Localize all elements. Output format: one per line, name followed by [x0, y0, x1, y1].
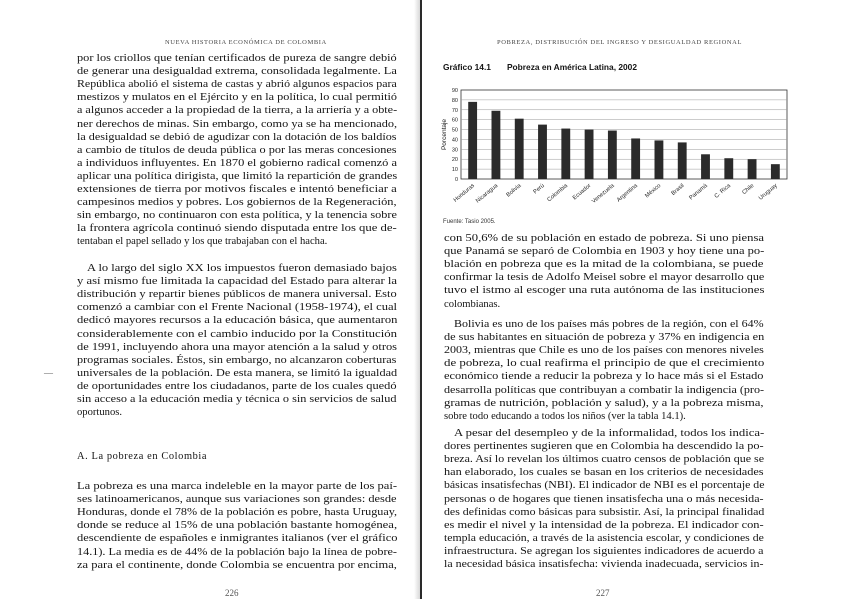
text-line: templa educación, a través de la asistencia escolar, y condiciones de — [444, 532, 764, 544]
bar-ecuador — [585, 130, 594, 179]
x-tick-label: Uruguay — [757, 182, 779, 202]
text-line: dores pertinentes sugieren que en Colombia ha descendido la po- — [444, 441, 764, 453]
poverty-bar-chart — [440, 76, 800, 226]
bar-venezuela — [608, 131, 617, 179]
y-tick-label: 10 — [451, 167, 458, 174]
text-line: ses latinoamericanos, aunque sus variaciones son grandes: desde — [77, 494, 397, 506]
chart-source: Fuente: Tasio 2005. — [443, 219, 496, 225]
bar-m-xico — [655, 140, 664, 179]
text-line: comenzó a cambiar con el Frente Nacional (1958-1974), el cual — [77, 302, 398, 314]
text-line: con 50,6% de su población en estado de pobreza. Si uno piensa — [444, 233, 765, 244]
text-line: dedicó mayores recursos a la educación básica, que aumentaron — [77, 315, 398, 327]
text-line: 2003, mientras que Chile es uno de los países con menores niveles — [444, 345, 764, 357]
y-axis-label: Porcentaje — [441, 118, 448, 151]
text-line: República abolió el sistema de castas y abrió algunos espacios para — [77, 79, 397, 91]
text-line: tuvo el istmo al escoger una ruta autónoma de las instituciones — [444, 285, 765, 297]
bar-per- — [538, 125, 547, 179]
y-tick-label: 30 — [451, 147, 458, 154]
text-line: y así mismo fue limitada la capacidad del Estado para alterar la — [77, 276, 397, 288]
text-line: distribución y repartir bienes públicos de manera universal. Esto — [77, 289, 397, 301]
text-line: breza. Así lo revelan los últimos cuatro censos de población que se — [444, 454, 765, 466]
bar-bolivia — [515, 119, 524, 179]
text-line: universales de la población. De esta manera, se limitó la igualdad — [77, 367, 398, 379]
text-line: Bolivia es uno de los países más pobres de la región, con el 64% — [454, 319, 764, 330]
text-line: considerablemente con el cambio inducido por la Constitución — [77, 328, 398, 340]
text-line: la necesidad básica insatisfecha: vivienda inadecuada, servicios in- — [444, 559, 764, 570]
plot-area — [461, 90, 787, 179]
bar-c-rica — [724, 158, 733, 179]
x-tick-label: Ecuador — [571, 182, 593, 202]
y-tick-label: 60 — [451, 117, 458, 124]
text-line: ner derechos de minas. Sin embargo, como ya se ha mencionado, — [77, 118, 398, 130]
text-line: campesinos medios y pobres. Los gobiernos de la Regeneración, — [77, 197, 397, 209]
text-line: aplicar una política dirigista, que limitó la repartición de grandes — [77, 170, 398, 182]
x-tick-label: Brasil — [670, 182, 686, 197]
y-tick-label: 80 — [451, 97, 458, 104]
text-line: gramas de nutrición, población y salud), y a la pobreza misma, — [444, 397, 764, 409]
bar-panam- — [701, 154, 710, 179]
text-line: confirmar la tesis de Adolfo Meisel sobre el mayor desarrollo que — [444, 272, 765, 284]
chart-title — [443, 62, 653, 72]
margin-mark: –– — [44, 368, 53, 378]
x-tick-label: Panamá — [688, 182, 709, 202]
text-line: han elaborado, los cuales se basan en los criterios de necesidades — [444, 467, 764, 479]
x-tick-label: México — [644, 182, 663, 200]
text-line: de 1991, incluyendo ahora una mayor atención a la salud y otros — [77, 341, 398, 353]
chart-title-label: Gráfico 14.1 — [443, 62, 491, 72]
text-line: extensiones de tierra por motivos fiscales e intentó beneficiar a — [77, 184, 397, 195]
text-line: sin acceso a la educación media y técnica o sin servicios de salud — [77, 394, 397, 405]
y-tick-label: 20 — [451, 157, 458, 164]
text-line: blación en pobreza que es la mitad de la colombiana, se puede — [444, 259, 764, 271]
text-line: sin embargo, no continuaron con esta política, y la tenencia sobre — [77, 210, 397, 222]
x-tick-label: Nicaragua — [475, 182, 500, 205]
left-running-head: NUEVA HISTORIA ECONÓMICA DE COLOMBIA — [165, 39, 327, 46]
text-line: descendiente de españoles e inmigrantes italianos (ver el gráfico — [77, 533, 398, 545]
x-tick-label: Colombia — [546, 182, 570, 204]
bar-nicaragua — [492, 111, 501, 179]
text-line: sobre todo educando a todos los niños (ver la tabla 14.1). — [444, 410, 686, 422]
text-line: A pesar del desempleo y de la informalidad, todos los indica- — [454, 428, 765, 439]
y-tick-label: 40 — [451, 137, 458, 144]
text-line: donde se reduce al 15% de una población bastante homogénea, — [77, 520, 398, 532]
bar-argentina — [631, 138, 640, 179]
text-line: programas sociales. Éstos, sin embargo, no alcanzaron coberturas — [77, 354, 397, 366]
text-line: A lo largo del siglo XX los impuestos fueron demasiado bajos — [87, 263, 397, 274]
chart-title-text: Pobreza en América Latina, 2002 — [506, 62, 637, 72]
right-running-head: POBREZA, DISTRIBUCIÓN DEL INGRESO Y DESIGUALDAD REGIONAL — [497, 39, 743, 46]
text-line: personas o de hogares que tienen insatisfecha una o más necesida- — [444, 493, 764, 505]
y-tick-label: 0 — [454, 177, 458, 183]
text-line: es medir el nivel y la intensidad de la pobreza. El indicador con- — [444, 519, 764, 531]
text-line: mestizos y mulatos en el Ejército y en la política, lo cual permitió — [77, 92, 398, 104]
text-line: Honduras, donde el 78% de la población es pobre, hasta Uruguay, — [77, 507, 398, 519]
x-tick-label: Honduras — [452, 182, 476, 204]
text-line: de oportunidades entre los ciudadanos, parte de los cuales quedó — [77, 380, 397, 392]
text-line: des definidas como básicas para subsistir. Así, la principal finalidad — [444, 506, 765, 518]
bar-honduras — [468, 102, 477, 179]
text-line: a individuos influyentes. En 1870 el gobierno radical comenzó a — [77, 157, 398, 169]
text-line: 14.1). La media es de 44% de la población bajo la línea de pobre- — [77, 546, 397, 558]
text-line: de sus habitantes en situación de pobreza y 37% en indigencia en — [444, 332, 765, 344]
x-tick-label: Venezuela — [591, 182, 616, 205]
text-line: básicas insatisfechas (NBI). El indicador de NBI es el porcentaje de — [444, 480, 765, 492]
text-line: a cambio de títulos de deuda pública o por las meras concesiones — [77, 144, 397, 156]
text-line: económico tiende a reducir la pobreza y lo hace más si el Estado — [444, 371, 764, 383]
text-line: la desigualdad se debió de agudizar con la dotación de los baldíos — [77, 131, 397, 143]
text-line: de pobreza, lo cual reafirma el principio de que el crecimiento — [444, 358, 765, 370]
bar-brasil — [678, 142, 687, 179]
x-tick-label: Chile — [741, 182, 756, 197]
text-line: la frontera agrícola continuó siendo disputada entre los que de- — [77, 223, 397, 235]
text-line: tentaban el papel sellado y los que trabajaban con el hacha. — [77, 236, 328, 248]
text-line: que Panamá se separó de Colombia en 1903 y hoy tiene una po- — [444, 246, 765, 258]
x-tick-label: Argentina — [616, 182, 639, 204]
y-tick-label: 50 — [451, 127, 458, 134]
text-line: a algunos acceder a la propiedad de la tierra, a la arriería y a obte- — [77, 105, 398, 117]
text-line: colombianas. — [444, 298, 501, 310]
right-page-number: 227 — [596, 588, 610, 598]
bar-uruguay — [771, 164, 780, 179]
section-heading: A. La pobreza en Colombia — [77, 451, 208, 462]
x-tick-label: C. Rica — [713, 182, 733, 200]
text-line: de generar una desigualdad extrema, consolidada legalmente. La — [77, 66, 397, 78]
x-tick-label: Bolivia — [505, 182, 523, 199]
bar-colombia — [561, 129, 570, 179]
text-line: infraestructura. Se agregan los siguientes indicadores de acuerdo a — [444, 545, 764, 557]
book-gutter — [420, 0, 422, 599]
text-line: La pobreza es una marca indeleble en la mayor parte de los paí- — [77, 481, 398, 492]
text-line: oportunos. — [77, 407, 123, 419]
text-line: desarrolla políticas que contribuyan a combatir la indigencia (pro- — [444, 384, 765, 396]
text-line: por los criollos que tenían certificados de pureza de sangre debió — [77, 53, 397, 64]
y-tick-label: 70 — [451, 107, 458, 114]
left-page-number: 226 — [225, 588, 239, 598]
y-tick-label: 90 — [451, 88, 458, 94]
bar-chile — [748, 159, 757, 179]
text-line: za para el continente, donde Colombia se encuentra por encima, — [77, 559, 397, 571]
x-tick-label: Perú — [532, 182, 546, 196]
